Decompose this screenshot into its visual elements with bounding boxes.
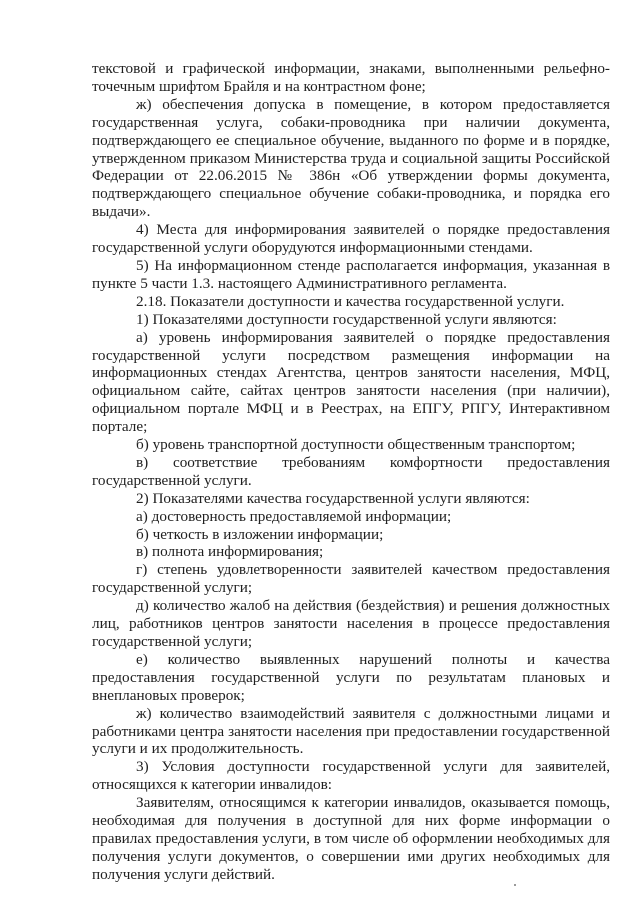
list-item-v-completeness: в) полнота информирования;	[136, 543, 324, 561]
list-item-a-reliability: а) достоверность предоставляемой информации;	[136, 507, 452, 525]
paragraph-disability-conditions: 3) Условия доступности государственной услуги для заявителей, относящихся к категории инвалидов:	[92, 758, 610, 794]
paragraph-accessibility-indicators: 1) Показателями доступности государственной услуги являются:	[136, 310, 557, 328]
scan-speck	[514, 884, 516, 886]
document-body	[92, 60, 610, 884]
list-item-g-satisfaction: г) степень удовлетворенности заявителей качеством предоставления государственной услуги;	[92, 561, 610, 597]
list-item-zh-interactions: ж) количество взаимодействий заявителя с должностными лицами и работниками центра занятости населения при предоставлении государственной услуги и их продолжительность.	[92, 704, 610, 758]
list-item-b-clarity: б) четкость в изложении информации;	[136, 525, 384, 543]
list-item-a-informing-level: а) уровень информирования заявителей о порядке предоставления государственной услуги посредством размещения информации на информационных стендах Агентства, центров занятости населения, МФЦ, официальном сайте, сайтах центров занятости населения (при наличии), официальном портале МФЦ и в Реестрах, на ЕПГУ, РПГУ, Интерактивном портале;	[92, 328, 610, 436]
list-item-b-transport: б) уровень транспортной доступности общественным транспортом;	[136, 436, 576, 454]
paragraph-info-stand: 5) На информационном стенде располагается информация, указанная в пункте 5 части 1.3. настоящего Административного регламента.	[92, 256, 610, 292]
list-item-d-complaints: д) количество жалоб на действия (бездействия) и решения должностных лиц, работников центров занятости населения в процессе предоставления государственной услуги;	[92, 597, 610, 650]
paragraph-quality-indicators: 2) Показателями качества государственной услуги являются:	[136, 489, 530, 507]
section-heading-2-18: 2.18. Показатели доступности и качества государственной услуги.	[136, 292, 565, 310]
paragraph-guide-dog-access: ж) обеспечения допуска в помещение, в котором предоставляется государственная услуга, собаки-проводника при наличии документа, подтверждающего ее специальное обучение, выданного по форме и в порядке, утвержденном приказом Министерства труда и социальной защиты Российской Федерации от 22.06.2015 № 386н «Об утверждении формы документа, подтверждающего специальное обучение собаки-проводника, и порядка его выдачи».	[92, 95, 610, 221]
paragraph-disability-assistance: Заявителям, относящимся к категории инвалидов, оказывается помощь, необходимая для получения в доступной для них форме информации о правилах предоставления услуги, в том числе об оформлении необходимых для получения услуги документов, о совершении ими других необходимых для получения услуги действий.	[92, 794, 610, 883]
list-item-v-comfort: в) соответствие требованиям комфортности предоставления государственной услуги.	[92, 453, 610, 489]
paragraph-info-places: 4) Места для информирования заявителей о порядке предоставления государственной услуги оборудуются информационными стендами.	[92, 221, 610, 257]
list-item-e-violations: е) количество выявленных нарушений полноты и качества предоставления государственной услуги по результатам плановых и внеплановых проверок;	[92, 650, 610, 704]
paragraph-braille-continuation: текстовой и графической информации, знаками, выполненными рельефно-точечным шрифтом Брайля и на контрастном фоне;	[92, 60, 610, 95]
